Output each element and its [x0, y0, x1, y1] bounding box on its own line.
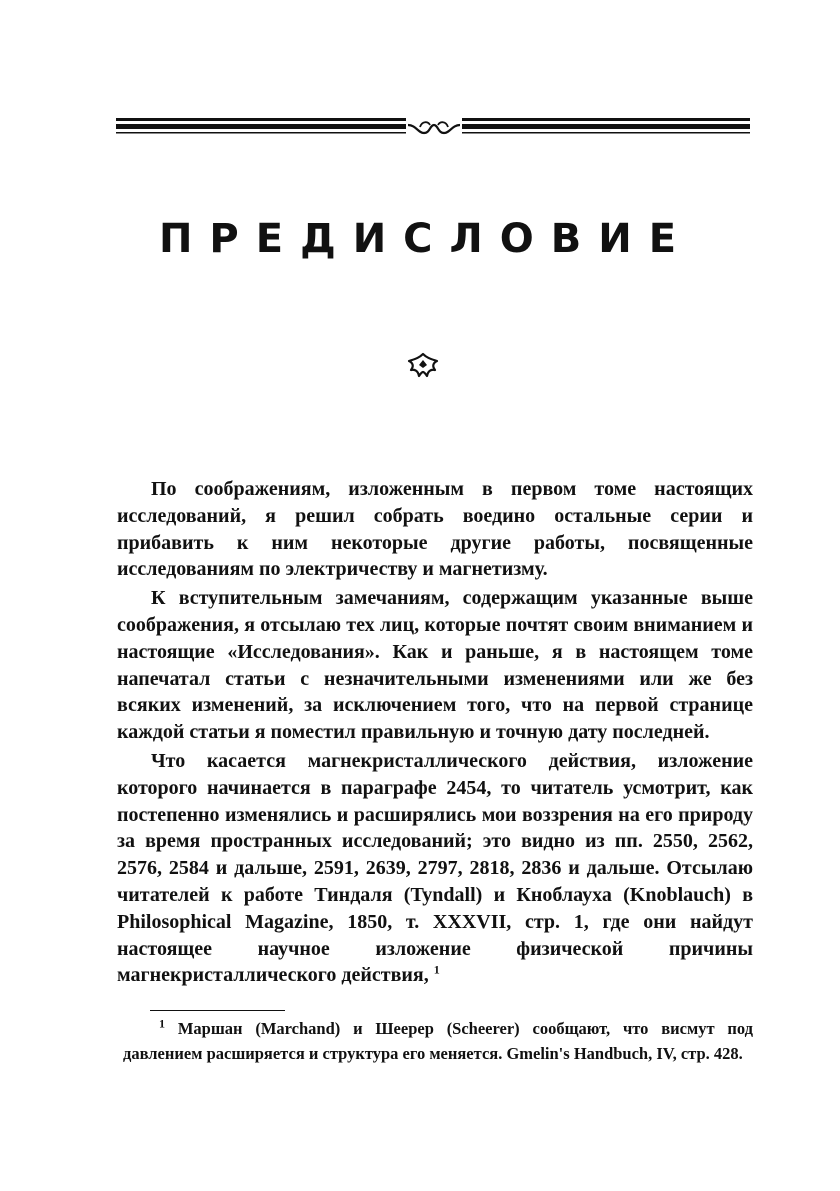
top-ornament-bar [116, 112, 750, 140]
paragraph [117, 748, 753, 989]
footnote-marker: 1 [159, 1016, 165, 1031]
preface-body [117, 476, 753, 991]
footnote-divider [150, 1010, 285, 1011]
paragraph: По соображениям, изложенным в первом томе настоящих исследований, я решил собрать воедино остальные серии и прибавить к ним некоторые другие работы, посвященные исследованиям по электричеству и магнетизму. [117, 478, 753, 581]
paragraph-text: Что касается магнекристаллического действия, изложение которого начинается в параграфе 2454, то читатель усмотрит, как постепенно изменялись и расширялись мои воззрения на его природу за время пространных исследований; это видно из пп. 2550, 2562, 2576, 2584 и дальше, 2591, 2639, 2797, 2818, 2836 и дальше. Отсылаю читателей к работе Тиндаля (Tyndall) и Кноблауха (Knoblauch) в Philosophical Magazine, 1850, т. XXXVII, стр. 1, где они найдут настоящее научное изложение физической причины магнекристаллического действия, [117, 749, 753, 987]
footnote-reference: 1 [433, 962, 440, 977]
paragraph: К вступительным замечаниям, содержащим указанные выше соображения, я отсылаю тех лиц, которые почтят своим вниманием и настоящие «Исследования». Как и раньше, я в настоящем томе напечатал статьи с незначительными изменениями или же без всяких изменений, за исключением того, что на первой странице каждой статьи я поместил правильную и точную дату последней. [117, 587, 753, 744]
page-title: ПРЕДИСЛОВИЕ [158, 216, 694, 262]
footnote-text: Маршан (Marchand) и Шеерер (Scheerer) сообщают, что висмут под давлением расширяется и структура его меняется. Gmelin's Handbuch, IV, стр. 428. [123, 1019, 754, 1063]
fleuron-ornament-icon [405, 352, 441, 380]
footnote [123, 1016, 753, 1066]
